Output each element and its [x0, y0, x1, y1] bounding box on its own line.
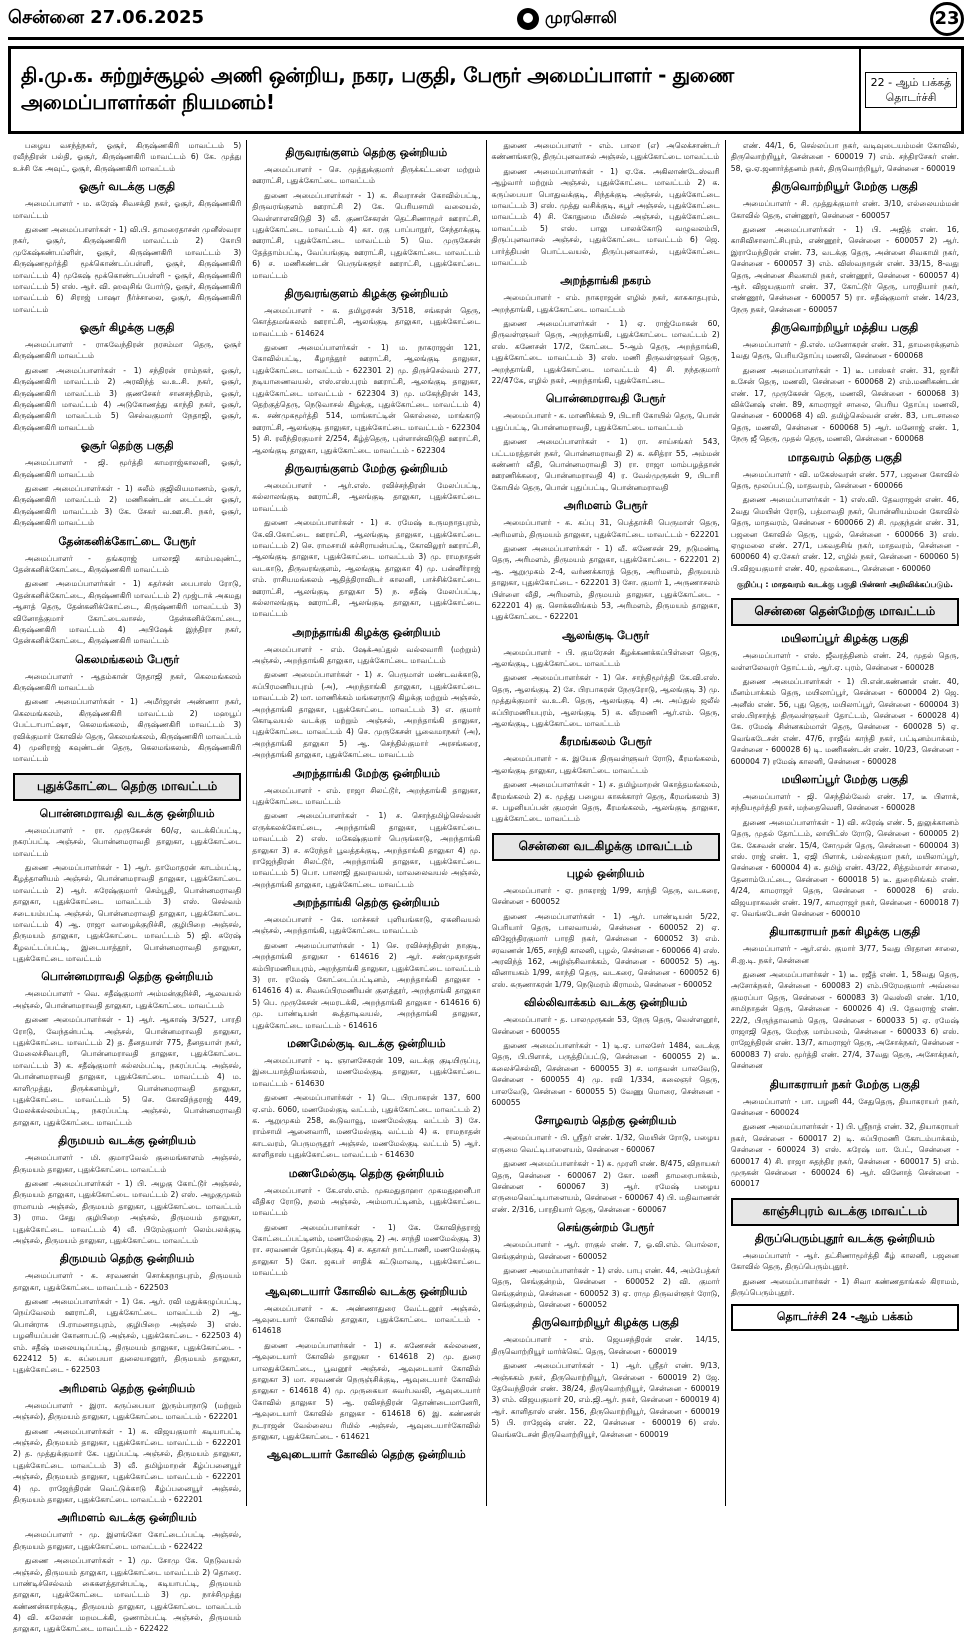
appointment-paragraph: அமைப்பாளர் - த. பாலமுருகன் 53, நேரு தெரு, வெள்ளனூர், சென்னை - 600055: [491, 1015, 720, 1036]
section-title: அரிமளம் பேரூர்: [563, 499, 648, 513]
appointment-paragraph: அமைப்பாளர் - மு. இளங்கோ கோட்டைப்பட்டி அஞ்சல், திருமயம் தாலுகா, புதுக்கோட்டை மாவட்டம் - 622422: [13, 1530, 242, 1551]
appointment-paragraph: அமைப்பாளர் - டி. ஞானசேகரன் 109, வடக்கு குடியிருப்பு, இடையாத்திமங்கலம், மணமேல்குடி தாலுகா, புதுக்கோட்டை மாவட்டம் - 614630: [252, 1056, 481, 1088]
appointment-paragraph: அமைப்பாளர் - எம். ஜெயசந்திரன் எண். 14/15, திருவொற்றியூர் மார்க்கெட் தெரு, சென்னை - 600019: [491, 1335, 720, 1356]
appointment-paragraph: அமைப்பாளர் - க. அண்ணாதுரை வேட்டனூர் அஞ்சல், ஆவுடையார் கோவில் தாலுகா, புதுக்கோட்டை மாவட்டம் - 614618: [252, 1303, 481, 1336]
appointment-paragraph: துணை அமைப்பாளர்கள் - 1) ச. தமிழ்மாறன் கொத்தமங்கலம், கீரமங்கலம் 2) சு. முத்து பழைய காசுக்காரர் தெரு, கீரமங்கலம் 3) ச. பழனியப்பன் குமரன் தெரு, கீரமங்கலம், ஆலங்குடி தாலுகா, புதுக்கோட்டை மாவட்டம்: [491, 780, 720, 824]
continued-from-tag: [859, 49, 961, 131]
section-title: மயிலாப்பூர் மேற்கு பகுதி: [781, 773, 909, 787]
appointment-paragraph: அமைப்பாளர் - ஆர். ராகுல் எண். 7, ஓ.வி.எம். பொல்லா, செங்குன்றம், சென்னை - 600052: [491, 1240, 720, 1261]
section-title: கெலமங்கலம் பேரூர்: [75, 652, 180, 666]
section-title: அரிமளம் வடக்கு ஒன்றியம்: [57, 1511, 197, 1525]
appointment-paragraph: அமைப்பாளர் - வெ. சதீஷ்குமார் அம்மன்குறிச்சி, ஆலவயல் அஞ்சல், பொன்னமராவதி தாலுகா, புதுக்கோட்டை மாவட்டம்: [13, 989, 242, 1010]
appointment-paragraph: அமைப்பாளர் - தங்கராஜ் பாலாஜி காம்பவுண்ட், தேன்கனிக்கோட்டை, கிருஷ்ணகிரி மாவட்டம்: [13, 553, 242, 574]
appointment-paragraph: அமைப்பாளர் - க. தமிழரசன் 3/518, சங்கரன் தெரு, கொத்தமங்கலம் ஊராட்சி, ஆலங்குடி தாலுகா, புதுக்கோட்டை மாவட்டம் - 614624: [252, 305, 481, 338]
appointment-paragraph: துணை அமைப்பாளர்கள் - 1) செ. சாந்திமூர்த்தி கே.வி.எஸ். தெரு, ஆலங்குடி 2) சே. பிரபாகரன் நேருரோடு, ஆலங்குடி 3) மு. முத்துக்குமார் வ.உ.சி. தெரு, ஆலங்குடி 4) அ. அப்துல் ஜலீல் சுப்பிரமணியபுரம், ஆலங்குடி 5) சு. வீரமணி ஆர்.எம். தெரு, ஆலங்குடி, புதுக்கோட்டை மாவட்டம்: [491, 673, 720, 729]
section-title: சோழவரம் தெற்கு ஒன்றியம்: [534, 1114, 677, 1128]
section-title: செங்குன்றம் பேரூர்: [557, 1221, 655, 1235]
appointment-paragraph: துணை அமைப்பாளர்கள் - 1) ச. சொந்தமிழ்செல்வன் எருக்கலக்கோட்டை, அறந்தாங்கி தாலுகா, புதுக்கோட்டை மாவட்டம் 2) எஸ். மகேஷ்குமார் பெருங்காடு, அறந்தாங்கி தாலுகா 3) ச. சுரேந்தர் பூவத்தக்குடி, அறந்தாங்கி தாலுகா 4) மு. ராஜேந்திரன் சிலட்டூர், அறந்தாங்கி தாலுகா, புதுக்கோட்டை மாவட்டம் 5) பொ. பாலாஜி துவரவயல், மாவலைவயல் அஞ்சல், அறந்தாங்கி தாலுகா, புதுக்கோட்டை மாவட்டம்: [252, 811, 481, 889]
appointment-paragraph: துணை அமைப்பாளர்கள் - 1) அமீர்ஜான் அண்ணா நகர், கெலமங்கலம், கிருஷ்ணகிரி மாவட்டம் 2) மஹபூப் பேட்டாபாட்ஷா, கெலமங்கலம், கிருஷ்ணகிரி மாவட்டம் 3) ரவிக்குமார் கோவில் தெரு, கெலமங்கலம், கிருஷ்ணகிரி மாவட்டம் 4) முனிராஜ் கவுண்டன் தெரு, கெலமங்கலம், கிருஷ்ணகிரி மாவட்டம்: [13, 697, 242, 764]
appointment-paragraph: அமைப்பாளர் - எம். ராஜா சிலட்டூர், அறந்தாங்கி தாலுகா, புதுக்கோட்டை மாவட்டம்: [252, 785, 481, 806]
district-banner: புதுக்கோட்டை தெற்கு மாவட்டம்: [13, 773, 241, 801]
section-title: திருவரங்குளம் மேற்கு ஒன்றியம்: [285, 461, 448, 475]
appointment-paragraph: அமைப்பாளர் - ஆதம்கான் நேதாஜி நகர், கெலமங்கலம் கிருஷ்ணகிரி மாவட்டம்: [13, 671, 242, 693]
appointment-paragraph: துணை அமைப்பாளர்கள் - 1) ஏ.கே. அகிலாண்டேஸ்வரி ஆழ்வார் மற்றும் அஞ்சல், புதுக்கோட்டை மாவட்டம் 2) க. கருப்பையா பொதுவக்குடி, சிந்தக்குடி அஞ்சல், புதுக்கோட்டை மாவட்டம் 3) எஸ். முத்து வசிக்குடி, சுபூர் அஞ்சல், புதுக்கோட்டை மாவட்டம் 4) சி. கோதுமை மீமிசல் அஞ்சல், புதுக்கோட்டை மாவட்டம் 5) எஸ். பாலு பாலக்கோடு வழுவலம்பி, திருப்புனவாசல் அஞ்சல், புதுக்கோட்டை மாவட்டம் 6) ஜெ. பார்த்திபன் பொட்டவயல், திருப்புனவாசல், புதுக்கோட்டை மாவட்டம்: [491, 166, 720, 267]
appointment-paragraph: துணை அமைப்பாளர்கள் - 1) ச. பெருமாள் மண்டவக்காடு, சுப்பிரமணியபுரம் (அ), அறந்தாங்கி தாலுகா, புதுக்கோட்டை மாவட்டம் 2) மா. மாணிக்கம் மங்களநாடு கிழக்கு மற்றும் அஞ்சல், அறந்தாங்கி தாலுகா, புதுக்கோட்டை மாவட்டம் 3) எ. குமார் கொடிவயல் வடக்கு மற்றும் அஞ்சல், அறந்தாங்கி தாலுகா, புதுக்கோட்டை மாவட்டம் 4) செ. முருகேசன் பூவைமாநகர் (அ), அறந்தாங்கி தாலுகா 5) ஆ. செந்தில்குமார் அரசங்கரை, அறந்தாங்கி தாலுகா, புதுக்கோட்டை மாவட்டம்: [252, 670, 481, 760]
section-title: தேன்கனிக்கோட்டை பேரூர்: [58, 534, 196, 548]
section-title: திருப்பெரும்புதூர் வடக்கு ஒன்றியம்: [754, 1231, 935, 1245]
appointment-paragraph: துணை அமைப்பாளர்கள் - 1) ஆர். தாமோதரன் காடம்பட்டி, கீழத்தானியம் அஞ்சல், பொன்னமராவதி தாலுகா, புதுக்கோட்டை மாவட்டம் 2) ஆர். சுரேஷ்குமார் செம்பூதி, பொன்னமராவதி தாலுகா, புதுக்கோட்டை மாவட்டம் 3) எஸ். செல்வம் சடையம்பட்டி அஞ்சல், பொன்னமராவதி தாலுகா, புதுக்கோட்டை மாவட்டம் 4) ஆ. ராஜா வாழைக்குறிச்சி, குழிபிறை அஞ்சல், திருமயம் தாலுகா, புதுக்கோட்டை மாவட்டம் 5) ஜி. சுரேஷ் கீழவட்டப்பட்டி, இடையாத்தூர், பொன்னமராவதி தாலுகா, புதுக்கோட்டை மாவட்டம்: [13, 862, 242, 964]
appointment-paragraph: துணை அமைப்பாளர்கள் - 1) பி. அஜித் எண். 16, காசிவிசாலாட்சிபுரம், எண்ணூர், சென்னை - 600057 2) ஆர். இராமேந்திரன் எண். 73, வடக்கு தெரு, அன்னை சிவகாமி நகர், சென்னை - 600057 3) எம். விஸ்வநாதன் எண். 33/15, 8-வது தெரு, அன்னை சிவகாமி நகர், எண்ணூர், சென்னை - 600057 4) ஆர். விஜயகுமார் எண். 37, கோட்டூர் தெரு, பாரதியார் நகர், எண்ணூர், சென்னை - 600057 5) ரா. சதீஷ்குமார் எண். 14/23, நேரு நகர், சென்னை - 600057: [730, 224, 959, 314]
section-title: பொன்னமராவதி வடக்கு ஒன்றியம்: [39, 806, 215, 820]
appointment-paragraph: துணை அமைப்பாளர்கள் - 1) ஆர். ஸ்ரீதர் எண். 9/13, அஞ்சுகம் நகர், திருவொற்றியூர், சென்னை - 600019 2) ஜே. தேவேந்திரன் எண். 38/24, திருவொற்றியூர், சென்னை - 600019 3) எம். விஜயகுமார் 20, எம்.ஜி.ஆர். நகர், சென்னை - 600019 4) ஆர். காளிதாஸ் எண். 156, திருவொற்றியூர், சென்னை - 600019 5) பி. ராஜேஷ் எண். 22, சென்னை - 600019 6) எஸ். வெங்கடேசன் திருவொற்றியூர், சென்னை - 600019: [491, 1361, 720, 1439]
paper-name: முரசொலி: [545, 8, 618, 27]
appointment-paragraph: அமைப்பாளர் - ஏ. நாகராஜ் 1/99, காந்தி தெரு, வடகரை, சென்னை - 600052: [491, 885, 720, 907]
section-title: பொன்னமராவதி தெற்கு ஒன்றியம்: [41, 970, 214, 984]
section-title: புழல் ஒன்றியம்: [566, 866, 645, 880]
appointment-paragraph: அமைப்பாளர் - ராகவேந்திரன் நரசம்மா தெரு, ஓசூர் கிருஷ்ணகிரி மாவட்டம்: [13, 340, 242, 361]
appointment-paragraph: துணை அமைப்பாளர்கள் - 1) க. விஜயகுமார் கடியாபட்டி அஞ்சல், திருமயம் தாலுகா, புதுக்கோட்டை மாவட்டம் - 622201 2) த. முத்துக்குமார் கே. புதுப்பட்டி அஞ்சல், திருமயம் தாலுகா, புதுக்கோட்டை மாவட்டம் 3) வீ. தமிழ்மாறன் கீழ்ப்பனையூர் அஞ்சல், திருமயம் தாலுகா, புதுக்கோட்டை மாவட்டம் - 622201 4) மு. ராஜேந்திரன் வெட்டுக்காடு கீழ்ப்பனையூர் அஞ்சல், திருமயம் தாலுகா, புதுக்கோட்டை மாவட்டம் - 622201: [13, 1426, 242, 1504]
section-title: வில்லிவாக்கம் வடக்கு ஒன்றியம்: [523, 996, 688, 1010]
appointment-paragraph: துணை அமைப்பாளர்கள் - 1) எஸ். பாபு எண். 44, அம்பேத்கர் தெரு, செங்குன்றம், சென்னை - 600052 2) வி. குமார் செங்குன்றம், சென்னை - 600052 3) ஏ. ராமு திருவள்ளூர் ரோடு, செங்குன்றம், சென்னை - 600052: [491, 1265, 720, 1310]
appointment-paragraph: அமைப்பாளர் - எம். ஷேக்அப்துல் வல்லவாரி (மற்றும்) அஞ்சல், அறந்தாங்கி தாலுகா, புதுக்கோட்டை மாவட்டம்: [252, 644, 481, 666]
section-title: திருமயம் வடக்கு ஒன்றியம்: [58, 1134, 196, 1148]
appointment-paragraph: துணை அமைப்பாளர்கள் - 1) க. சிவராசன் கோவில்பட்டி, திருவரங்குளம் ஊராட்சி 2) கே. பெரியசாமி வலையல், வெள்ளாளவிடுதி 3) வீ. குணசேகரன் தெட்சிணாமூர் ஊராட்சி, புதுக்கோட்டை மாவட்டம் 4) கா. ரகு பாப்பாநூர், சேந்தாக்குடி ஊராட்சி, புதுக்கோட்டை மாவட்டம் 5) மெ. முருகேசன் தேத்தாம்பட்டி, வேப்பங்குடி ஊராட்சி, புதுக்கோட்டை மாவட்டம் 6) ச. மணிகண்டன் பெருங்களூர் ஊராட்சி, புதுக்கோட்டை மாவட்டம்: [252, 190, 481, 280]
appointment-paragraph: எண். 44/1, 6, செல்லப்பா நகர், வடிவுடையம்மன் கோவில், திருவொற்றியூர், சென்னை - 600019 7) எம். சந்திரசேகர் எண். 58, ஓ.ஏ.ஜனார்த்தனம் நகர், திருவொற்றியூர், சென்னை - 600019: [730, 141, 959, 173]
appointment-paragraph: அமைப்பாளர் - மி. குமாரவேல் குமைங்காளம் அஞ்சல், திருமயம் தாலுகா, புதுக்கோட்டை மாவட்டம்: [13, 1153, 242, 1174]
section-title: தியாகராயர் நகர் மேற்கு பகுதி: [769, 1077, 920, 1091]
article-columns: [8, 140, 964, 1634]
column-4: [726, 140, 964, 1506]
appointment-paragraph: துணை அமைப்பாளர்கள் - 1) டீ. பாஸ்கர் எண். 31, ஜாகீர் உசேன் தெரு, மணலி, சென்னை - 600068 2) எம்.மணிகண்டன் எண். 17, முருகேசன் தெரு, மணலி, சென்னை - 600068 3) விக்னேஷ் எண். 89, காமராஜர் சாலை, பெரிய தோப்பு மணலி, சென்னை - 600068 4) வி. தமிழ்செல்வன் எண். 83, பாடசாலை தெரு, மணலி, சென்னை - 600068 5) ஆர். மனோஜ் எண். 1, நேரு ஜீ தெரு, முதல் தெரு, மணலி, சென்னை - 600068: [730, 365, 959, 444]
appointment-paragraph: அமைப்பாளர் - கே.எஸ்.எம். முகமதுதாஹா முகமதுஹனீபா வீதிசுர ரோடு, நலம் அஞ்சல், அம்மாபட்டினம், புதுக்கோட்டை மாவட்டம்: [252, 1185, 481, 1218]
section-title: அறந்தாங்கி மேற்கு ஒன்றியம்: [292, 766, 441, 780]
appointment-paragraph: துணை அமைப்பாளர்கள் - 1) சிவா கண்ணதாங்கல் கிராமம், திருப்பெரும்புதூர்.: [730, 1276, 959, 1297]
appointment-paragraph: அமைப்பாளர் - சு. மாணிக்கம் 9, பிடாரி கோயில் தெரு, பொன் புதுப்பட்டி, பொன்னமராவதி, புதுக்கோட்டை மாவட்டம்: [491, 411, 720, 432]
section-title: அறந்தாங்கி கிழக்கு ஒன்றியம்: [292, 625, 441, 639]
section-title: பொன்னமராவதி பேரூர்: [545, 392, 666, 406]
appointment-paragraph: அமைப்பாளர் - பி. குமரேசன் கீழக்கணக்கப்பிள்ளை தெரு, ஆலங்குடி, புதுக்கோட்டை மாவட்டம்: [491, 647, 720, 669]
section-title: அறந்தாங்கி நகரம்: [560, 274, 652, 288]
appointment-paragraph: அமைப்பாளர் - சி. முத்துக்குமார் எண். 3/10, எல்லையம்மன் கோவில் தெரு, எண்ணூர், சென்னை - 600057: [730, 199, 959, 220]
section-title: ஓசூர் வடக்கு பகுதி: [79, 180, 176, 194]
appointment-paragraph: அமைப்பாளர் - சு. சுப்பு 31, பெத்தாச்சி பெருமாள் தெரு, அரிமளம், திருமயம் தாலுகா, புதுக்கோட்டை மாவட்டம் - 622201: [491, 518, 720, 539]
appointment-paragraph: துணை அமைப்பாளர்கள் - 1) கே. ஆர். ரவி மதுக்கழுப்பட்டி, நெய்வேலம் ஊராட்சி, புதுக்கோட்டை மாவட்டம் 2) ஆ. பொன்ராசு பி.ராமனாதபுரம், குழிபிறை அஞ்சல் 3) எஸ். பழனியப்பன் கோனாபட்டு அஞ்சல், புதுக்கோட்டை - 622503 4) எம். சதீஷ் மலையடிப்பட்டி, திருமயம் தாலுகா, புதுக்கோட்டை - 622412 5) சு. சுப்பையா துலையானூர், திருமயம் தாலுகா, புதுக்கோட்டை - 622503: [13, 1297, 242, 1375]
appointment-paragraph: துணை அமைப்பாளர்கள் - 1) ஏ. ராஜ்மோகன் 60, திருவள்ளுவர் தெரு, அறந்தாங்கி, புதுக்கோட்டை மாவட்டம் 2) எஸ். கணேசன் 17/2, கோட்டை 5-ஆம் தெரு, அறந்தாங்கி, புதுக்கோட்டை மாவட்டம் 3) எஸ். மணி திருவள்ளுவர் தெரு, அறந்தாங்கி, புதுக்கோட்டை மாவட்டம் 4) சி. நந்தகுமார் 22/47கே, எழில் நகர், அறந்தாங்கி, புதுக்கோட்டை: [491, 319, 720, 386]
appointment-paragraph: துணை அமைப்பாளர்கள் - 1) ஆர். ஆகாஷ் 3/527, பாரதி ரோடு, வேந்தன்பட்டி அஞ்சல், பொன்னமராவதி தாலுகா, புதுக்கோட்டை மாவட்டம் 2) த. தீனதயாள் 775, தீனதயாள் நகர், மேலைச்சிவபுரி, பொன்னமராவதி தாலுகா, புதுக்கோட்டை மாவட்டம் 3) க. சதீஷ்குமார் கல்லம்பட்டி, நகரப்பட்டி அஞ்சல், பொன்னமராவதி தாலுகா, புதுக்கோட்டை மாவட்டம் 4) ம. காளிமுத்து, திருக்களம்பூர், பொன்னமராவதி தாலுகா, புதுக்கோட்டை மாவட்டம் 5) செ. கோவிந்தராஜ் 449, மேலக்கல்லம்பட்டி, நகரப்பட்டி அஞ்சல், பொன்னமராவதி தாலுகா, புதுக்கோட்டை மாவட்டம்: [13, 1015, 242, 1127]
appointment-paragraph: துணை அமைப்பாளர்கள் - 1) செ. ரவிச்சந்திரன் நாகுடி, அறந்தாங்கி தாலுகா - 614616 2) ஆர். சண்முகநாதன் கம்பிரமணியபுரம், அறந்தாங்கி தாலுகா, புதுக்கோட்டை மாவட்டம் 3) ரா. ரமேஷ் கோட்டைப்பட்டினம், அறந்தாங்கி தாலுகா - 614616 4) க. சிவசுப்பிரமணியன் குளத்தூர், அறந்தாங்கி தாலுகா 5) பெ. முருகேசன் அமரடக்கி, அறந்தாங்கி தாலுகா - 614616 6) மு. பாண்டியன் கூத்தாடிவயல், அறந்தாங்கி தாலுகா, புதுக்கோட்டை மாவட்டம் - 614616: [252, 940, 481, 1030]
district-banner: சென்னை தென்மேற்கு மாவட்டம்: [731, 598, 959, 626]
section-title: திருவொற்றியூர் கிழக்கு பகுதி: [532, 1316, 680, 1330]
appointment-paragraph: துணை அமைப்பாளர்கள் - 1) சுலீம் குஜிலியமாணம், ஓசூர், கிருஷ்ணகிரி மாவட்டம் 2) மணிகண்டன் டைட்டன் ஓசூர், கிருஷ்ணகிரி மாவட்டம் 3) கே. சேகர் வ.ஊ.சி. நகர், ஓசூர், கிருஷ்ணகிரி மாவட்டம்: [13, 483, 242, 528]
appointment-paragraph: அமைப்பாளர் - ரா. முருகேசன் 60/ஏ, வடக்கிப்பட்டி, நகரப்பட்டி அஞ்சல், பொன்னமராவதி தாலுகா, புதுக்கோட்டை மாவட்டம்: [13, 825, 242, 858]
continued-from-label: 22 - ஆம் பக்கத் தொடர்ச்சி: [865, 72, 957, 109]
section-title: திருமயம் தெற்கு ஒன்றியம்: [59, 1252, 195, 1266]
appointment-paragraph: அமைப்பாளர் - ஆர்.எஸ். ரவிச்சந்திரன் மேலப்பட்டி, கல்லாலங்குடி ஊராட்சி, ஆலங்குடி தாலுகா, புதுக்கோட்டை மாவட்டம்: [252, 480, 481, 513]
section-title: மணமேல்குடி தெற்கு ஒன்றியம்: [288, 1166, 445, 1180]
section-title: ஆவுடையார் கோவில் தெற்கு ஒன்றியம்: [266, 1448, 466, 1462]
appointment-paragraph: அமைப்பாளர் - இரா. கருப்பையா இரும்பாநாடு (மற்றும் அஞ்சல்), திருமயம் தாலுகா, புதுக்கோட்டை மாவட்டம் - 622201: [13, 1400, 242, 1422]
district-banner: சென்னை வடகிழக்கு மாவட்டம்: [492, 833, 720, 861]
section-title: ஆலங்குடி பேரூர்: [562, 628, 650, 642]
appointment-paragraph: அமைப்பாளர் - ஆர். தட்சிணாமூர்த்தி கீழ் காலனி, பஜனை கோவில் தெரு, திருப்பெரும்புதூர்.: [730, 1250, 959, 1272]
appointment-paragraph: அமைப்பாளர் - கே. மாச்சகர் புளியங்காடு, ஏகனிவயல் அஞ்சல், அறந்தாங்கி, புதுக்கோட்டை மாவட்டம்: [252, 915, 481, 936]
appointment-paragraph: அமைப்பாளர் - ஜி. செந்தில்வேல் எண். 17, டீ பிளாக், சந்தியமூர்த்தி நகர், மந்தைவெளி, சென்னை - 600028: [730, 792, 959, 813]
section-title: மயிலாப்பூர் கிழக்கு பகுதி: [781, 632, 909, 646]
section-title: திருவொற்றியூர் மேற்கு பகுதி: [771, 180, 918, 194]
column-2: [247, 140, 486, 1506]
appointment-paragraph: துணை அமைப்பாளர்கள் - 1) வி. சுரேஷ் எண். 5, துலுக்கானம் தெரு, முதல் தோட்டம், லாயிட்ஸ் ரோடு, சென்னை - 600005 2) கே. கேசவன் எண். 15/4, சோமுன் தெரு, சென்னை - 600004 3) எஸ். ராஜ் எண். 1, ஏஜி பிளாக், பல்லக்குமா நகர், மயிலாப்பூர், சென்னை - 600004 4) சு. தமிழ் எண். 43/22, சித்தம்மாள் சாலை, தேனாம்பேட்டை, சென்னை - 600018 5) டீ. துரைசிங்கம் எண். 4/24, காமராஜர் தெரு, சென்னை - 600028 6) எஸ். விஜயராகவன் எண். 19/7, காமராஜர் நகர், சென்னை - 600018 7) ஏ. வெங்கடேசன் சென்னை - 600010: [730, 817, 959, 918]
appointment-paragraph: அமைப்பாளர் - பி. ஸ்ரீதர் எண். 1/32, மெயின் ரோடு, பழைய எருமை வெட்டிபாளையம், சென்னை - 600067: [491, 1133, 720, 1154]
headline: தி.மு.க. சுற்றுச்சூழல் அணி ஒன்றிய, நகர, பகுதி, பேரூர் அமைப்பாளர் - துணை அமைப்பாளர்கள் நியமனம்!: [21, 63, 734, 114]
appointment-paragraph: துணை அமைப்பாளர்கள் - 1) எஸ்.வி. தேவராஜன் எண். 46, 2வது மெயின் ரோடு, பத்மாவதி நகர், பொன்னியம்மன் கோவில் தெரு, மாதவரம், சென்னை - 600066 2) சி. முகுந்தன் எண். 31, பஜனை கோவில் தெரு, புழல், சென்னை - 600066 3) எஸ். ஏழுமலை எண். 27/1, பகவதசிங் நகர், மாதவரம், சென்னை - 600060 4) ஏ.சேகர் எண். 12, எழில் நகர், சென்னை - 600060 5) பி.விஜயகுமார் எண். 40, மூலக்கடை, சென்னை - 600060: [730, 495, 959, 573]
appointment-paragraph: துணை அமைப்பாளர்கள் - 1) வி.பி. தாமரைதாசன் முனீஸ்வரா நகர், ஓசூர், கிருஷ்ணகிரி மாவட்டம் 2) கோபி முகேஷ்கண்பப்ளிள், ஓசூர், கிருஷ்ணகிரி மாவட்டம் 3) கிருஷ்ணமூர்த்தி மூக்கொண்டப்பள்ளி, ஓசூர், கிருஷ்ணகிரி மாவட்டம் 4) முகேஷ் மூக்கொண்டப்பள்ளி - ஓசூர், கிருஷ்ணகிரி மாவட்டம் 5) எஸ். ஆர். வி. ஹவுசிங் போர்டு, ஓசூர், கிருஷ்ணகிரி மாவட்டம் 6) சிராஜ் பாஷா நீர்ச்சாலை, ஓசூர், கிருஷ்ணகிரி மாவட்டம்: [13, 224, 242, 314]
appointment-paragraph: துணை அமைப்பாளர்கள் - 1) சந்திரன் ராம்நகர், ஓசூர், கிருஷ்ணகிரி மாவட்டம் 2) அரவிந்த் வ.உ.சி. நகர், ஓசூர், கிருஷ்ணகிரி மாவட்டம் 3) குணசேகர் சானசந்திரம், ஓசூர், கிருஷ்ணகிரி மாவட்டம் 4) அடுகோணத்து காந்தி நகர், ஓசூர், கிருஷ்ணகிரி மாவட்டம் 5) செல்வகுமார் நேதாஜி, ஓசூர், கிருஷ்ணகிரி மாவட்டம்: [13, 365, 242, 432]
masthead: [517, 8, 617, 30]
note-text: குறிப்பு : மாதவரம் வடக்கு பகுதி பின்னர் அறிவிக்கப்படும்.: [736, 580, 953, 590]
column-1: [8, 140, 247, 1634]
appointment-paragraph: துணை அமைப்பாளர்கள் - 1) டீ. ரஜீத் எண். 1, 58வது தெரு, அசோக்நகர், சென்னை - 600083 2) எம்.பிரேமகுமார் அவ்வை குமரப்பா தெரு, சென்னை - 600083 3) வெஸ்லி எண். 1/10, சாமிநாதன் தெரு, சென்னை - 600026 4) பி. தேவராஜ் எண். 22/2, பிருந்தாவனம் தெரு, சென்னை - 600033 5) ஏ. ரமேஷ் ராஜாஜி தெரு, மேற்கு மாம்பலம், சென்னை - 600033 6) எஸ். ராஜேந்திரன் எண். 13/7, காமராஜர் தெரு, அசோக்நகர், சென்னை - 600083 7) எஸ். மூர்த்தி எண். 27/4, 37வது தெரு, அசோக்நகர், சென்னை: [730, 970, 959, 1071]
appointment-paragraph: துணை அமைப்பாளர்கள் - 1) டெ. பிரபாகரன் 137, 600 ஏ.எம். 6060, மணமேல்குடி வட்டம், புதுக்கோட்டை மாவட்டம் 2) க. ஆறுமுகம் 258, கூடுவாவூ, மணமேல்குடி வட்டம் 3) சே. ராம்சாமி ஆனைவாரி, மணமேல்குடி வட்டம் 4) க. ராமநாதன் காடவரம், பெருமருதூர் அஞ்சல், மணமேல்குடி வட்டம் 5) ஆர். காளிதாஸ் புதுக்கோட்டை மாவட்டம் - 614630: [252, 1093, 481, 1160]
section-title: அரிமளம் தெற்கு ஒன்றியம்: [59, 1381, 196, 1395]
appointment-paragraph: துணை அமைப்பாளர்கள் - 1) சுதர்சன் பைபாஸ் ரோடு, தேன்கனிக்கோட்டை, கிருஷ்ணகிரி மாவட்டம் 2) முஜ்டாக் அகமது ஆசாத் தெரு, தேன்கனிக்கோட்டை, கிருஷ்ணகிரி மாவட்டம் 3) வினோத்குமார் கோட்டைவாசல், தேன்கனிக்கோட்டை, கிருஷ்ணகிரி மாவட்டம் 4) அபிஷேக் இந்திரா நகர், தேன்கனிக்கோட்டை, கிருஷ்ணகிரி மாவட்டம்: [13, 579, 242, 646]
district-banner: காஞ்சிபுரம் வடக்கு மாவட்டம்: [731, 1198, 959, 1226]
paper-logo-icon: [517, 8, 539, 30]
appointment-paragraph: துணை அமைப்பாளர் - எம். பாலா (எ) அலெக்சாண்டர் கண்ணங்காடு, திருப்புனவாசல் அஞ்சல், புதுக்கோட்டை மாவட்டம்: [491, 141, 720, 162]
section-title: ஓசூர் கிழக்கு பகுதி: [79, 321, 175, 335]
appointment-paragraph: அமைப்பாளர் - ஜி. மூர்த்தி காமராஜ்காலனி, ஓசூர், கிருஷ்ணகிரி மாவட்டம்: [13, 458, 242, 479]
appointment-paragraph: துணை அமைப்பாளர்கள் - 1) பி. ஸ்ரீநாத் எண். 32, தியாகராயர் நகர், சென்னை - 600017 2) டி. சுப்பிரமணி கோடம்பாக்கம், சென்னை - 600024 3) எஸ். சுரேஷ் மா. பேட், சென்னை - 600017 4) சி. ராஜா சுதந்திர நகர், சென்னை - 600017 5) எம். முருகன் சென்னை - 600024 6) ஆர். வினோத் சென்னை - 600017: [730, 1122, 959, 1189]
appointment-paragraph: துணை அமைப்பாளர்கள் - 1) சு. முரளி எண். 8/475, விநாயகர் தெரு, சென்னை - 600067 2) கோ. மணி தாமரைபாக்கம், சென்னை - 600067 3) ஆர். ரமேஷ் பழைய எருமைவெட்டிபாளையம், சென்னை - 600067 4) பி. மதிவாணன் எண். 2/316, பாரதியார் தெரு, சென்னை - 600067: [491, 1159, 720, 1214]
column-3: [487, 140, 726, 1506]
masthead-strip: [8, 0, 964, 40]
headline-box: [8, 46, 964, 134]
appointment-paragraph: துணை அமைப்பாளர்கள் - 1) வீ. கணேசன் 29, நடுமண்டி தெரு, அரிமளம், திருமயம் தாலுகா, புதுக்கோட்டை - 622201 2) ஆ. ஆறுமுகம் 2-4, வர்ணக்காரத் தெரு, அரிமளம், திருமயம் தாலுகா, புதுக்கோட்டை - 622201 3) சோ. குமார் 1, அருணாசலம் பிள்ளை வீதி, அரிமளம், திருமயம் தாலுகா, புதுக்கோட்டை - 622201 4) கு. சொக்கலிங்கம் 53, அரிமளம், திருமயம் தாலுகா, புதுக்கோட்டை - 622201: [491, 543, 720, 622]
section-title: திருவரங்குளம் தெற்கு ஒன்றியம்: [285, 146, 448, 159]
section-title: மாதவரம் தெற்கு பகுதி: [787, 450, 903, 464]
appointment-paragraph: துணை அமைப்பாளர்கள் - 1) மு. சோமு கே. நெடுவயல் அஞ்சல், திருமயம் தாலுகா, புதுக்கோட்டை மாவட்டம் 2) தொரை. பாண்டிச்செல்வம் கைகளத்தான்பட்டி, கடியாபட்டி, திருமயம் தாலுகா, புதுக்கோட்டை மாவட்டம் 3) மு. நாச்சிமுத்து கண்ணன்காரக்குடி, திருமயம் தாலுகா, புதுக்கோட்டை மாவட்டம் 4) வி. சுலேசன் மறமடக்கி, ஒணாம்பட்டி அஞ்சல், திருமயம் தாலுகா, புதுக்கோட்டை மாவட்டம் - 622422: [13, 1556, 242, 1634]
appointment-paragraph: பழைய வசந்த்நகர், ஓசூர், கிருஷ்ணகிரி மாவட்டம் 5) ரவீந்திரன் பல்தி, ஓசூர், கிருஷ்ணகிரி மாவட்டம் 6) கே. முத்து உச்சி கே அவுட், ஓசூர், கிருஷ்ணகிரி மாவட்டம்: [13, 141, 242, 173]
appointment-paragraph: துணை அமைப்பாளர்கள் - 1) பி.என்.கண்ணன் எண். 40, மீனம்பாக்கம் தெரு, மயிலாப்பூர், சென்னை - 600004 2) ஜெ. அனீஸ் எண். 56, புது தெரு, மயிலாப்பூர், சென்னை - 600004 3) எஸ்.பிரசாந்த் திருவள்ளுவர் தோட்டம், சென்னை - 600028 4) கே. ரமேஷ் சின்னகம்மாள் தெரு, சென்னை - 600028 5) ஏ. வெங்கடேசன் எண். 47/6, ராஜீவ் காந்தி நகர், பட்டினம்பாக்கம், சென்னை - 600028 6) டி. மணிகண்டன் எண். 10/23, சென்னை - 600004 7) ரமேஷ் காலனி, சென்னை - 600028: [730, 676, 959, 766]
appointment-paragraph: துணை அமைப்பாளர்கள் - 1) பி. அழகு கோட்டூர் அஞ்சல், திருமயம் தாலுகா, புதுக்கோட்டை மாவட்டம் 2) எஸ். அழகுமுகம் ராமாயம் அஞ்சல், திருமயம் தாலுகா, புதுக்கோட்டை மாவட்டம் 3) ராம. சேது குழிபிறை அஞ்சல், திருமயம் தாலுகா, புதுக்கோட்டை மாவட்டம் 4) வீ. பிரேம்குமார் லெம்பலக்குடி அஞ்சல், திருமயம் தாலுகா, புதுக்கோட்டை மாவட்டம்: [13, 1178, 242, 1245]
appointment-paragraph: துணை அமைப்பாளர்கள் - 1) கே. கோவிந்தராஜ் கோட்டைப்பட்டினம், மணமேல்குடி 2) அ. சாந்தி மணமேல்குடி 3) ரா. சரவணன் தோப்புக்குடி 4) ச. சுதாகர் நாட்டாணி, மணமேல்குடி தாலுகா 5) கோ. ஜகபர் சாதிக் கட்டுமாவடி, புதுக்கோட்டை மாவட்டம்: [252, 1222, 481, 1278]
appointment-paragraph: துணை அமைப்பாளர்கள் - 1) ச. ரமேஷ் உருமநாதபுரம், கே.வி.கோட்டை ஊராட்சி, ஆலங்குடி தாலுகா, புதுக்கோட்டை மாவட்டம் 2) செ. ராமசாமி கச்சிராயன்பட்டி, கோவிலூர் ஊராட்சி, ஆலங்குடி தாலுகா, புதுக்கோட்டை மாவட்டம் 3) மு. ராமநாதன் வடகாடு, திருவரங்குளம், ஆலங்குடி தாலுகா 4) மு. பன்னீர்ராஜ் எம். ராசியமங்கலம் ஆதித்திராவிடர் காலனி, பாச்சிக்கோட்டை ஊராட்சி, ஆலங்குடி தாலுகா 5) ந. சதீஷ் மேலப்பட்டி, கல்லாலங்குடி ஊராட்சி, ஆலங்குடி தாலுகா, புதுக்கோட்டை மாவட்டம்: [252, 518, 481, 619]
section-title: தியாகராயர் நகர் கிழக்கு பகுதி: [769, 925, 921, 939]
section-title: திருவரங்குளம் கிழக்கு ஒன்றியம்: [284, 286, 449, 300]
appointment-paragraph: அமைப்பாளர் - சு. சரவணன் சொக்கநாதபுரம், திருமயம் தாலுகா, புதுக்கோட்டை மாவட்டம் - 622503: [13, 1271, 242, 1292]
page-number: 23: [930, 2, 964, 36]
appointment-paragraph: அமைப்பாளர் - க. இயேசு திருவள்ளுவர் ரோடு, கீரமங்கலம், ஆலங்குடி தாலுகா, புதுக்கோட்டை மாவட்டம்: [491, 754, 720, 775]
appointment-paragraph: துணை அமைப்பாளர்கள் - 1) ஆர். பாண்டியன் 5/22, பெரியார் தெரு, பாலவாயல், சென்னை - 600052 2) ஏ. விஜேந்திரகுமார் பாரதி நகர், சென்னை - 600052 3) எம். சரவணன் 1/65, சாந்தி காலனி, புழல், சென்னை - 600066 4) எஸ். அரவிந்த் 162, அழிஞ்சிவாக்கம், சென்னை - 600052 5) ஆ. வினாயகம் 1/99, காந்தி தெரு, வடகரை, சென்னை - 600052 6) எஸ். கருணாகரன் 1/79, நெடுமரம் கிராமம், சென்னை - 600052: [491, 911, 720, 989]
section-title: மணமேல்குடி வடக்கு ஒன்றியம்: [287, 1037, 446, 1050]
appointment-paragraph: அமைப்பாளர் - ஆர்.எல். குமார் 3/77, 5வது பிரதான சாலை, சி.ஐ.டி. நகர், சென்னை: [730, 944, 959, 965]
city-date: சென்னை 27.06.2025: [8, 7, 205, 28]
section-title: அறந்தாங்கி தெற்கு ஒன்றியம்: [293, 896, 440, 910]
appointment-paragraph: துணை அமைப்பாளர்கள் - 1) டி.ஏ. பாலசேர் 1484, வடக்கு தெரு, பி.பிளாக், பருத்திப்பட்டு, சென்னை - 600055 2) டீ. கலைச்செல்வி, சென்னை - 600055 3) ச. மாதவன் பாலவேடு, சென்னை - 600055 4) மு. ரவி 1/334, கலைஞர் தெரு, பாலவேடு, சென்னை - 600055 5) வேணு மொரை, சென்னை - 600055: [491, 1041, 720, 1107]
appointment-paragraph: துணை அமைப்பாளர்கள் - 1) ரா. சாய்சங்கர் 543, பட்டமரத்தான் நகர், பொன்னமராவதி 2) க. சுசித்ரா 55, அம்மன் கண்ணர் வீதி, பொன்னமராவதி 3) ரா. ராஜா மாம்பழத்தான் ஊரணிக்கரை, பொன்னமராவதி 4) ர. வேல்முருகன் 9, பிடாரி கோயில் தெரு, பொன் புதுப்பட்டி, பொன்னமராவதி: [491, 437, 720, 492]
section-title: ஓசூர் தெற்கு பகுதி: [80, 439, 174, 453]
section-title: ஆவுடையார் கோவில் வடக்கு ஒன்றியம்: [265, 1284, 468, 1298]
continued-on-box: தொடர்ச்சி 24 -ஆம் பக்கம்: [731, 1304, 959, 1331]
appointment-paragraph: துணை அமைப்பாளர்கள் - 1) ம. நாகராஜன் 121, கோவில்பட்டி, கீழாத்தூர் ஊராட்சி, ஆலங்குடி தாலுகா, புதுக்கோட்டை மாவட்டம் - 622301 2) மு. திருச்செல்வம் 277, நடியாணைவயல், எஸ்.எஸ்.புரம் ஊராட்சி, ஆலங்குடி தாலுகா, புதுக்கோட்டை மாவட்டம் - 622304 3) மு. மகேந்திரன் 143, தெற்குத்தெரு, நெடுவாசல் கிழக்கு, புதுக்கோட்டை மாவட்டம் 4) க. சண்முகமூர்த்தி 514, மாங்காட்டின் கொல்லை, மாங்காடு ஊராட்சி, ஆலங்குடி தாலுகா, புதுக்கோட்டை மாவட்டம் - 622304 5) சி. ரவீந்திரகுமார் 2/254, கீழ்த்தெரு, புள்ளான்விடுதி ஊராட்சி, ஆலங்குடி தாலுகா, புதுக்கோட்டை மாவட்டம் - 622304: [252, 343, 481, 455]
appointment-paragraph: அமைப்பாளர் - வி. மகேஸ்வரன் எண். 577, பஜனை கோவில் தெரு, மூலப்பட்டு, மாதவரம், சென்னை - 600066: [730, 469, 959, 490]
section-title: திருவொற்றியூர் மத்திய பகுதி: [771, 321, 919, 335]
appointment-paragraph: அமைப்பாளர் - தி.எஸ். மனோகரன் எண். 31, தாமரைக்குளம் 1வது தெரு, பெரியதோப்பு மணலி, சென்னை - 600068: [730, 340, 959, 361]
appointment-paragraph: அமைப்பாளர் - எஸ். ஜீவரத்தினம் எண். 24, முதல் தெரு, வள்ளலேவரர் தோட்டம், ஆர்.ஏ. புரம், சென்னை - 600028: [730, 651, 959, 672]
appointment-paragraph: அமைப்பாளர் - ம. சுரேஷ் சிவசக்தி நகர், ஓசூர், கிருஷ்ணகிரி மாவட்டம்: [13, 199, 242, 220]
section-title: கீரமங்கலம் பேரூர்: [559, 735, 652, 749]
appointment-paragraph: துணை அமைப்பாளர்கள் - 1) ச. கணேசன் கல்லணை, ஆவுடையார் கோவில் தாலுகா - 614618 2) மு. துரை பாலதுக்கோட்டை, பூவனூர் அஞ்சல், ஆவுடையார் கோவில் தாலுகா 3) மா. சரவணன் நெருஞ்சிக்குடி, ஆவுடையார் கோவில் தாலுகா - 614618 4) மு. முருகையா சுவர்பவலி, ஆவுடையார் கோவில் தாலுகா 5) ஆ. ரவிசந்திரன் தொண்டைமானேரி, ஆவுடையார் கோவில் தாலுகா - 614618 6) இ. கண்ணன் நடராஜன் வேல்லைய ரிமில் அஞ்சல், ஆவுடையார்கோவில் தாலுகா, புதுக்கோட்டை - 614621: [252, 1340, 481, 1441]
appointment-paragraph: அமைப்பாளர் - செ. முத்துக்குமார் திருக்கட்டளை மற்றும் ஊராட்சி, புதுக்கோட்டை மாவட்டம்: [252, 165, 481, 186]
appointment-paragraph: அமைப்பாளர் - எம். நாகராஜன் எழில் நகர், காசுகாதபுரம், அறந்தாங்கி, புதுக்கோட்டை மாவட்டம்: [491, 293, 720, 314]
appointment-paragraph: அமைப்பாளர் - பா. பழனி 44, சேதுதெரு, தியாகராயர் நகர், சென்னை - 600024: [730, 1096, 959, 1117]
